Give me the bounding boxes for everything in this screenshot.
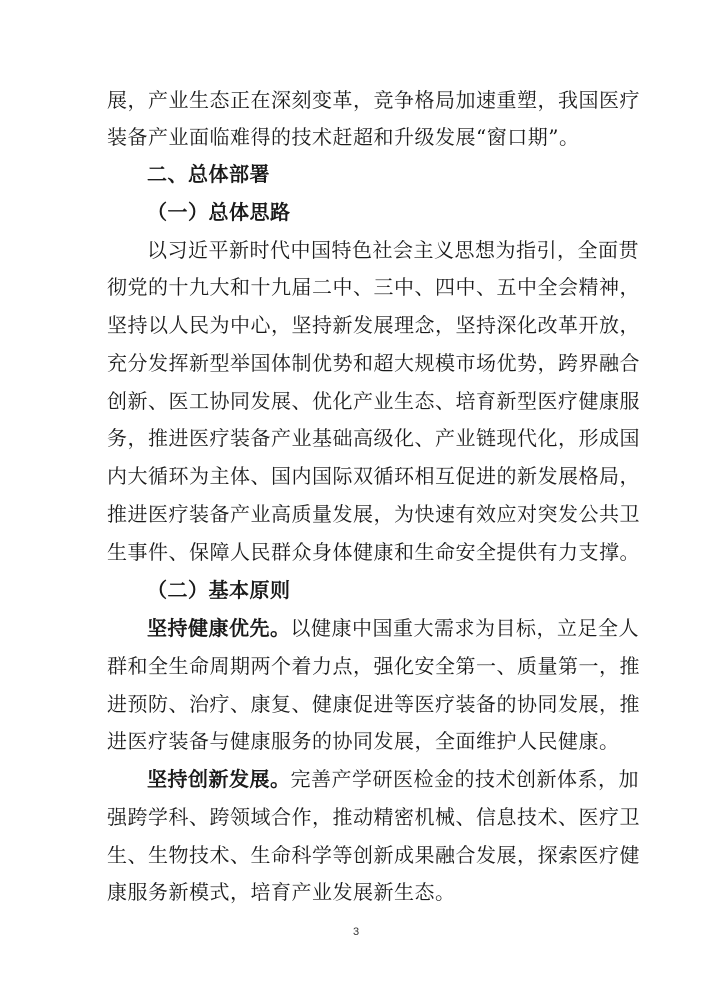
principle-text: 完善产学研医检金的技术创新体系，加 <box>290 767 639 791</box>
principle-lead: 坚持健康优先。 <box>147 616 291 640</box>
section-heading: 二、总体部署 <box>147 162 270 186</box>
subsection-heading: （二）基本原则 <box>147 578 291 602</box>
paragraph-line: 装备产业面临难得的技术赶超和升级发展“窗口期”。 <box>107 125 580 149</box>
paragraph-line: 创新、医工协同发展、优化产业生态、培育新型医疗健康服 <box>107 389 640 413</box>
paragraph-line: 坚持以人民为中心，坚持新发展理念，坚持深化改革开放， <box>107 313 640 337</box>
paragraph-line: 群和全生命周期两个着力点，强化安全第一、质量第一，推 <box>107 654 640 678</box>
paragraph-line: 生事件、保障人民群众身体健康和生命安全提供有力支撑。 <box>107 540 640 564</box>
paragraph-line: 进预防、治疗、康复、健康促进等医疗装备的协同发展，推 <box>107 692 640 716</box>
principle-text: 以健康中国重大需求为目标，立足全人 <box>290 616 639 640</box>
paragraph-line: 展，产业生态正在深刻变革，竞争格局加速重塑，我国医疗 <box>107 88 640 112</box>
paragraph-line: 内大循环为主体、国内国际双循环相互促进的新发展格局， <box>107 464 640 488</box>
paragraph-line: 强跨学科、跨领域合作，推动精密机械、信息技术、医疗卫 <box>107 805 640 829</box>
paragraph-line: 推进医疗装备产业高质量发展，为快速有效应对突发公共卫 <box>107 502 640 526</box>
principle-first-line <box>147 616 639 640</box>
paragraph-line: 务，推进医疗装备产业基础高级化、产业链现代化，形成国 <box>107 426 640 450</box>
subsection-heading: （一）总体思路 <box>147 200 291 224</box>
paragraph-line: 充分发挥新型举国体制优势和超大规模市场优势，跨界融合 <box>107 351 640 375</box>
paragraph-line: 生、生物技术、生命科学等创新成果融合发展，探索医疗健 <box>107 843 640 867</box>
paragraph-line: 彻党的十九大和十九届二中、三中、四中、五中全会精神， <box>107 275 640 299</box>
page-number: 3 <box>352 926 360 938</box>
principle-first-line <box>147 767 639 791</box>
paragraph-line: 以习近平新时代中国特色社会主义思想为指引，全面贯 <box>147 238 639 262</box>
paragraph-line: 康服务新模式，培育产业发展新生态。 <box>107 880 456 904</box>
principle-lead: 坚持创新发展。 <box>147 767 291 791</box>
paragraph-line: 进医疗装备与健康服务的协同发展，全面维护人民健康。 <box>107 729 620 753</box>
